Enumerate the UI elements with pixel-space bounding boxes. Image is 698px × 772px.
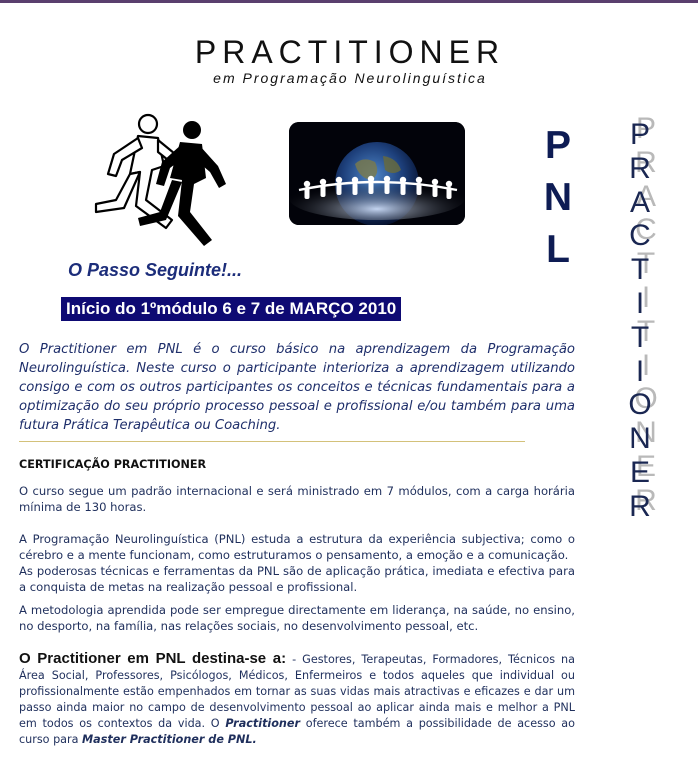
intro-paragraph: O Practitioner em PNL é o curso básico na aprendizagem da Programação Neurolinguística. Neste curso o participante interioriza a aprendizagem utilizando consigo e com os outros participantes os conceitos e técnicas fundamentais para a optimização do seu próprio processo pessoal e profissional e/ou também para uma futura Prática Terapêutica ou Coaching. xyxy=(19,342,575,433)
vertical-letter: R xyxy=(629,489,651,523)
vertical-letter: N xyxy=(629,422,651,456)
vertical-letter: R xyxy=(629,151,651,185)
certification-heading: CERTIFICAÇÃO PRACTITIONER xyxy=(19,458,207,471)
audience-paragraph xyxy=(19,651,575,748)
audience-emphasis: Practitioner xyxy=(225,717,301,730)
section-divider xyxy=(19,441,525,442)
vertical-letter: T xyxy=(630,253,650,287)
audience-text: - Gestores, Terapeutas, Formadores, Técnicos na Área Social, Professores, Psicólogos, Médicos, Enfermeiros e todos aqueles que individual ou profissionalmente estão empenhados em tornar as suas vidas mais atractivas e eficazes e dar um passo ainda maior no campo de desenvolvimento pessoal ao aplicar ainda mais e melhor a PNL em todos os contextos da vida. O xyxy=(19,653,575,730)
vertical-letter: I xyxy=(635,354,645,388)
certification-paragraph: O curso segue um padrão internacional e será ministrado em 7 módulos, com a carga horária mínima de 130 horas. xyxy=(19,484,575,514)
pnl-letters xyxy=(538,120,578,276)
vertical-letter: P xyxy=(629,118,650,151)
vertical-letter: I xyxy=(635,286,645,320)
certification-paragraph: A metodologia aprendida pode ser empregue directamente em liderança, na saúde, no ensino, no desporto, na família, nas relações sociais, no desenvolvimento pessoal, etc. xyxy=(19,603,575,633)
pnl-letter: P xyxy=(544,124,571,167)
globe-people-image xyxy=(289,122,465,225)
vertical-letter: C xyxy=(629,219,651,253)
page-title: PRACTITIONER xyxy=(194,34,506,70)
pnl-letter: L xyxy=(546,228,570,271)
pnl-letter: N xyxy=(543,176,573,219)
top-border xyxy=(0,0,698,3)
vertical-letter: O xyxy=(628,388,652,422)
audience-lead: O Practitioner em PNL destina-se a: xyxy=(19,650,287,667)
master-practitioner-emphasis: Master Practitioner de PNL. xyxy=(82,733,257,746)
vertical-letter: T xyxy=(630,320,650,354)
vertical-practitioner-word xyxy=(610,118,670,524)
start-date-banner: Início do 1ºmódulo 6 e 7 de MARÇO 2010 xyxy=(61,297,401,321)
slogan: O Passo Seguinte!... xyxy=(68,260,243,280)
vertical-letter: E xyxy=(629,455,650,489)
certification-paragraph: As poderosas técnicas e ferramentas da PNL são de aplicação prática, imediata e efectiva para a conquista de metas na realização pessoal e profissional. xyxy=(19,564,575,594)
certification-paragraph: A Programação Neurolinguística (PNL) estuda a estrutura da experiência subjectiva; como o cérebro e a mente funcionam, como estruturamos o pensamento, a emoção e a comunicação. xyxy=(19,532,575,562)
vertical-letter: A xyxy=(629,185,650,219)
audience-text-continued: oferece também a possibilidade de acesso ao curso para xyxy=(19,717,575,746)
runners-illustration xyxy=(80,108,230,258)
page-subtitle: em Programação Neurolinguística xyxy=(213,70,487,86)
